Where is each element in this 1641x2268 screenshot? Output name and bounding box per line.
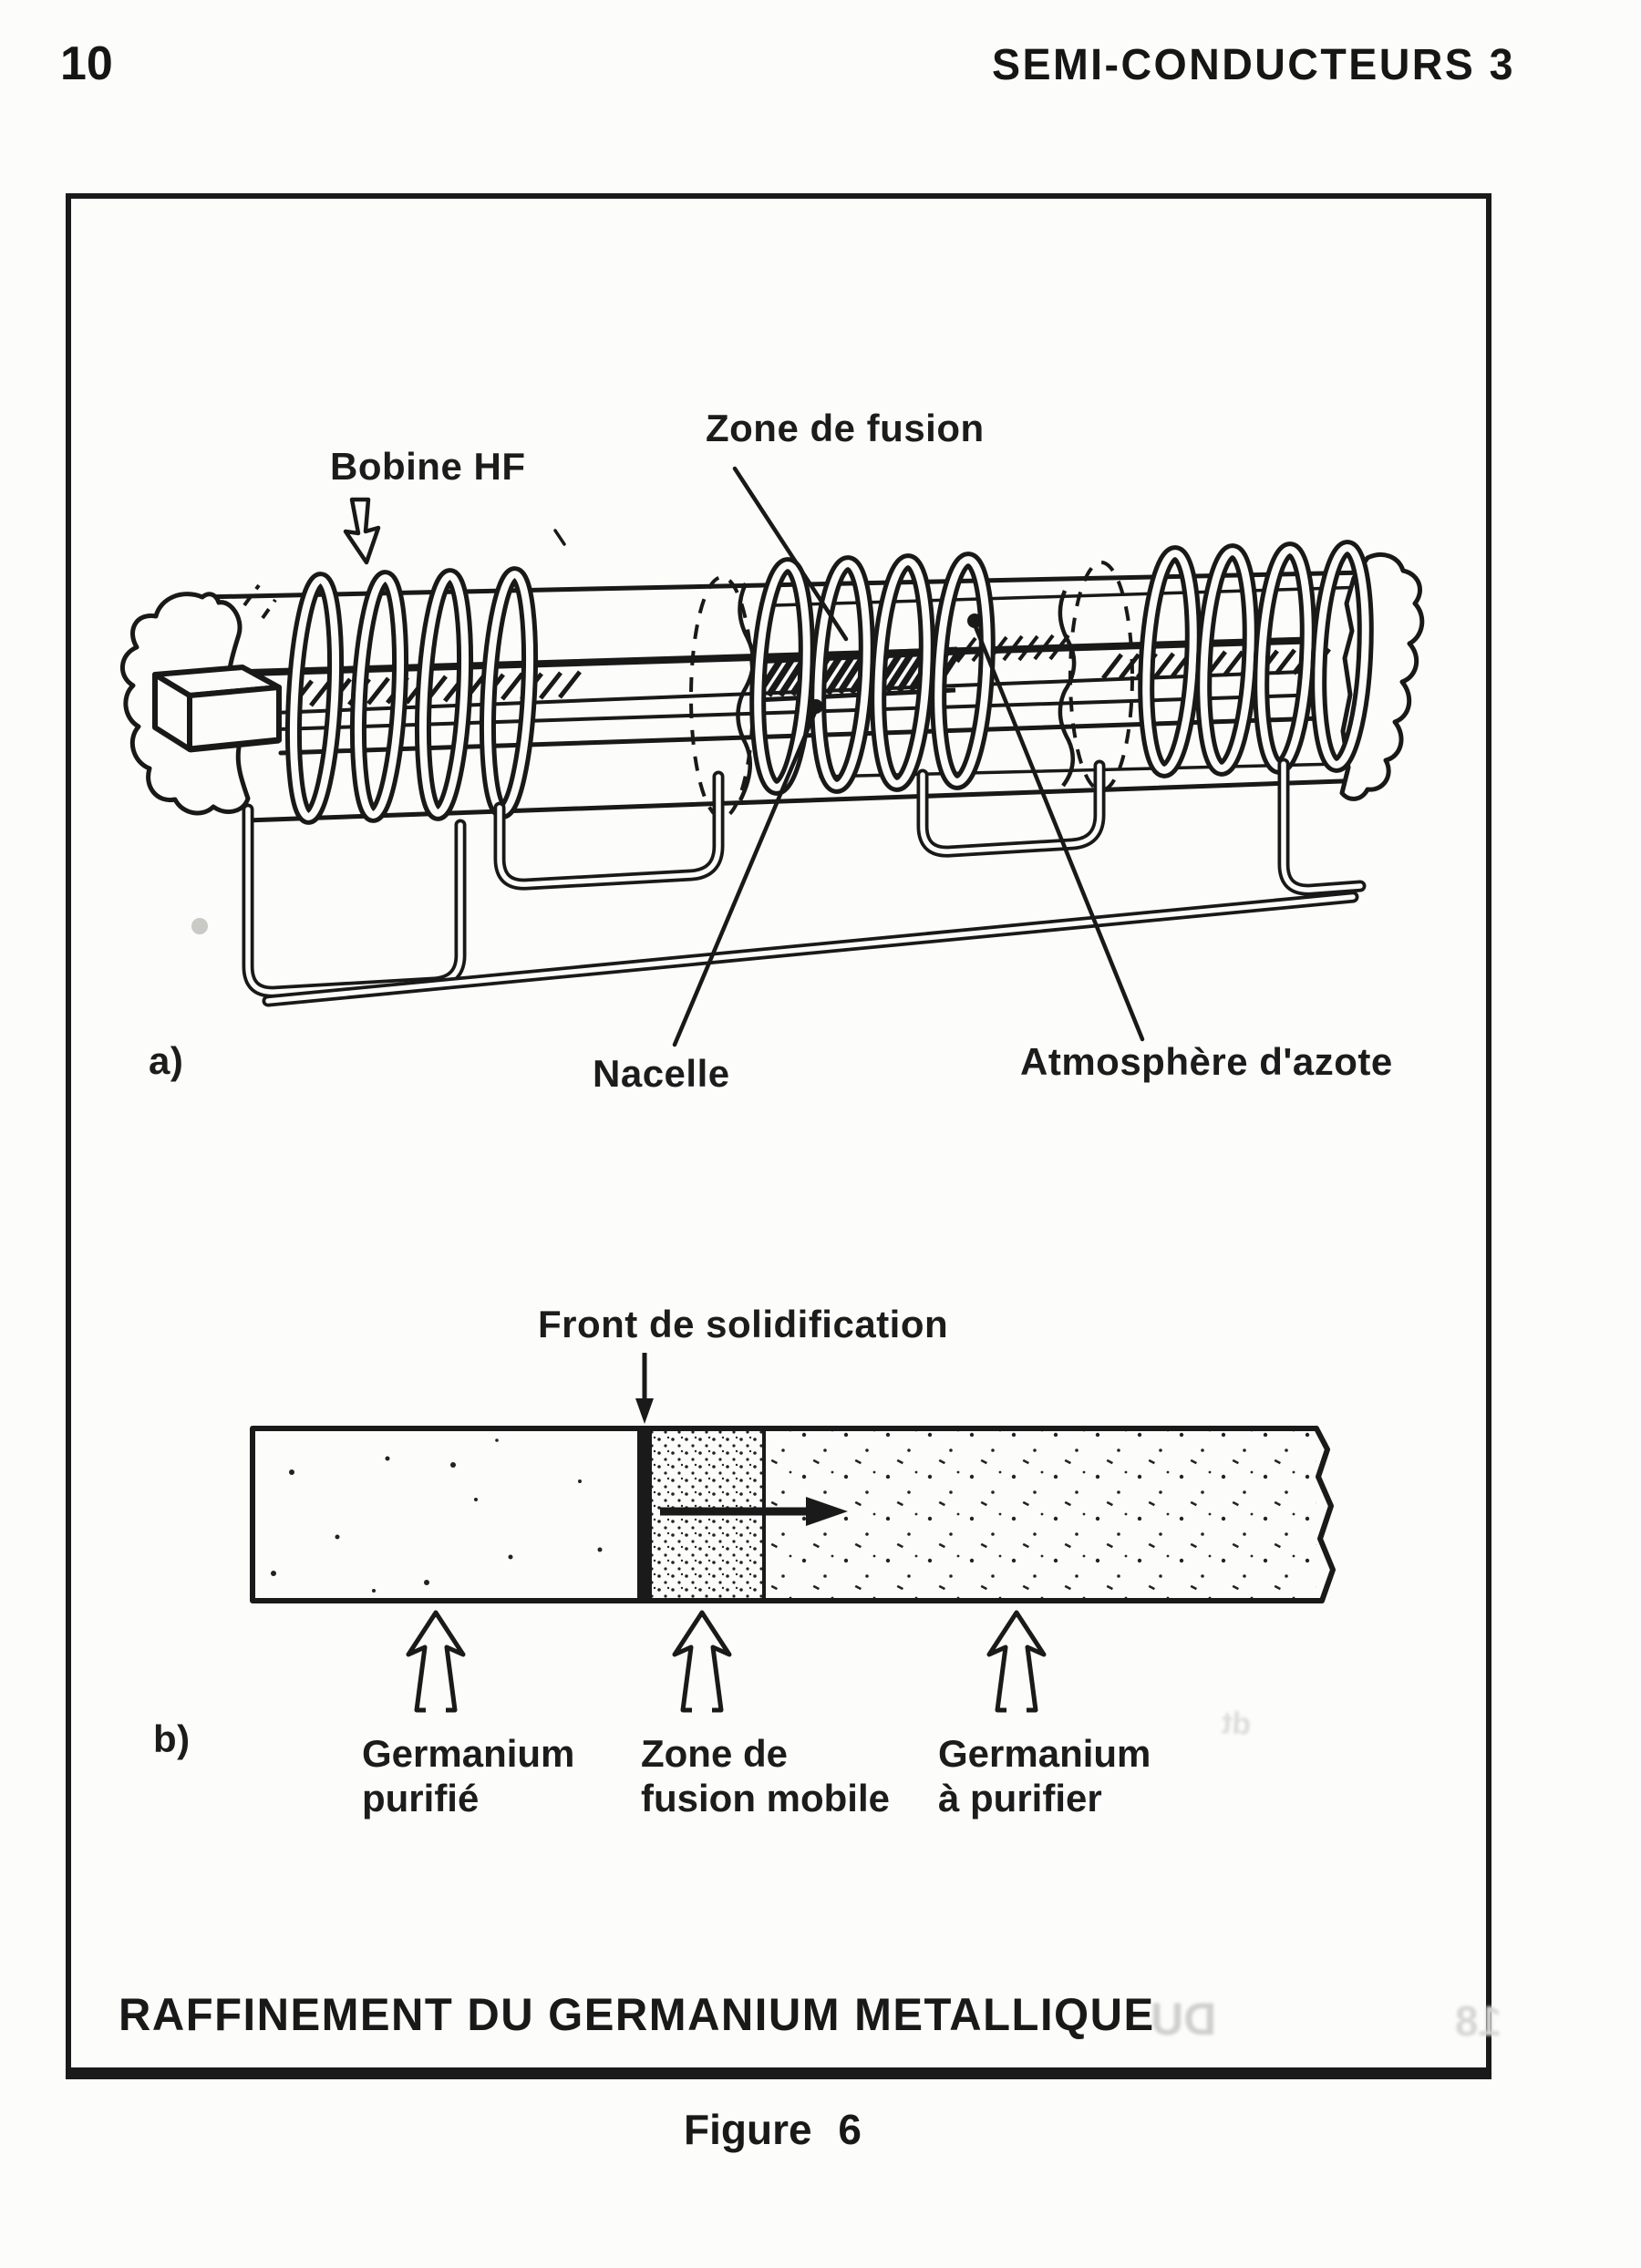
germanium-bar-diagram bbox=[253, 1353, 1333, 1715]
bleed-through-text: 18 bbox=[1455, 1997, 1502, 2045]
scan-smudge bbox=[191, 918, 208, 934]
label-line: purifié bbox=[362, 1777, 480, 1820]
label-line: Germanium bbox=[938, 1732, 1151, 1775]
part-a-label: a) bbox=[149, 1039, 184, 1082]
part-b-label: b) bbox=[153, 1717, 191, 1760]
label-bobine-hf: Bobine HF bbox=[330, 445, 526, 488]
tube-section-dashes bbox=[213, 562, 1132, 818]
label-germanium-a-purifier bbox=[938, 1731, 1151, 1820]
bleed-through-text: dt bbox=[1221, 1706, 1253, 1742]
hollow-up-arrow-icons bbox=[408, 1613, 1044, 1715]
page-number: 10 bbox=[60, 37, 113, 90]
label-line: fusion mobile bbox=[641, 1777, 890, 1820]
label-zone-fusion-mobile bbox=[641, 1731, 890, 1820]
hf-coil-middle bbox=[753, 559, 993, 789]
running-header: SEMI-CONDUCTEURS 3 bbox=[992, 41, 1515, 89]
front-pointer-arrow-icon bbox=[635, 1353, 654, 1424]
bleed-through-text: DU bbox=[1151, 1994, 1217, 2045]
torn-tube-end-right bbox=[1342, 554, 1422, 799]
bobine-hf-arrow-icon bbox=[346, 500, 378, 562]
label-front-solidification: Front de solidification bbox=[538, 1303, 949, 1345]
figure-number: Figure 6 bbox=[684, 2106, 862, 2153]
label-line: Germanium bbox=[362, 1732, 575, 1775]
label-line: Zone de bbox=[641, 1732, 789, 1775]
label-zone-de-fusion: Zone de fusion bbox=[706, 407, 985, 449]
hf-coil-right bbox=[1141, 547, 1370, 771]
label-germanium-purifie bbox=[362, 1731, 574, 1820]
solidification-front-line bbox=[637, 1428, 652, 1601]
label-line: à purifier bbox=[938, 1777, 1102, 1820]
figure-caption: RAFFINEMENT DU GERMANIUM METALLIQUE bbox=[119, 1989, 1155, 2040]
ingot-bar-3d bbox=[155, 667, 279, 749]
label-atmosphere-azote: Atmosphère d'azote bbox=[1020, 1040, 1393, 1083]
label-nacelle: Nacelle bbox=[593, 1052, 730, 1095]
